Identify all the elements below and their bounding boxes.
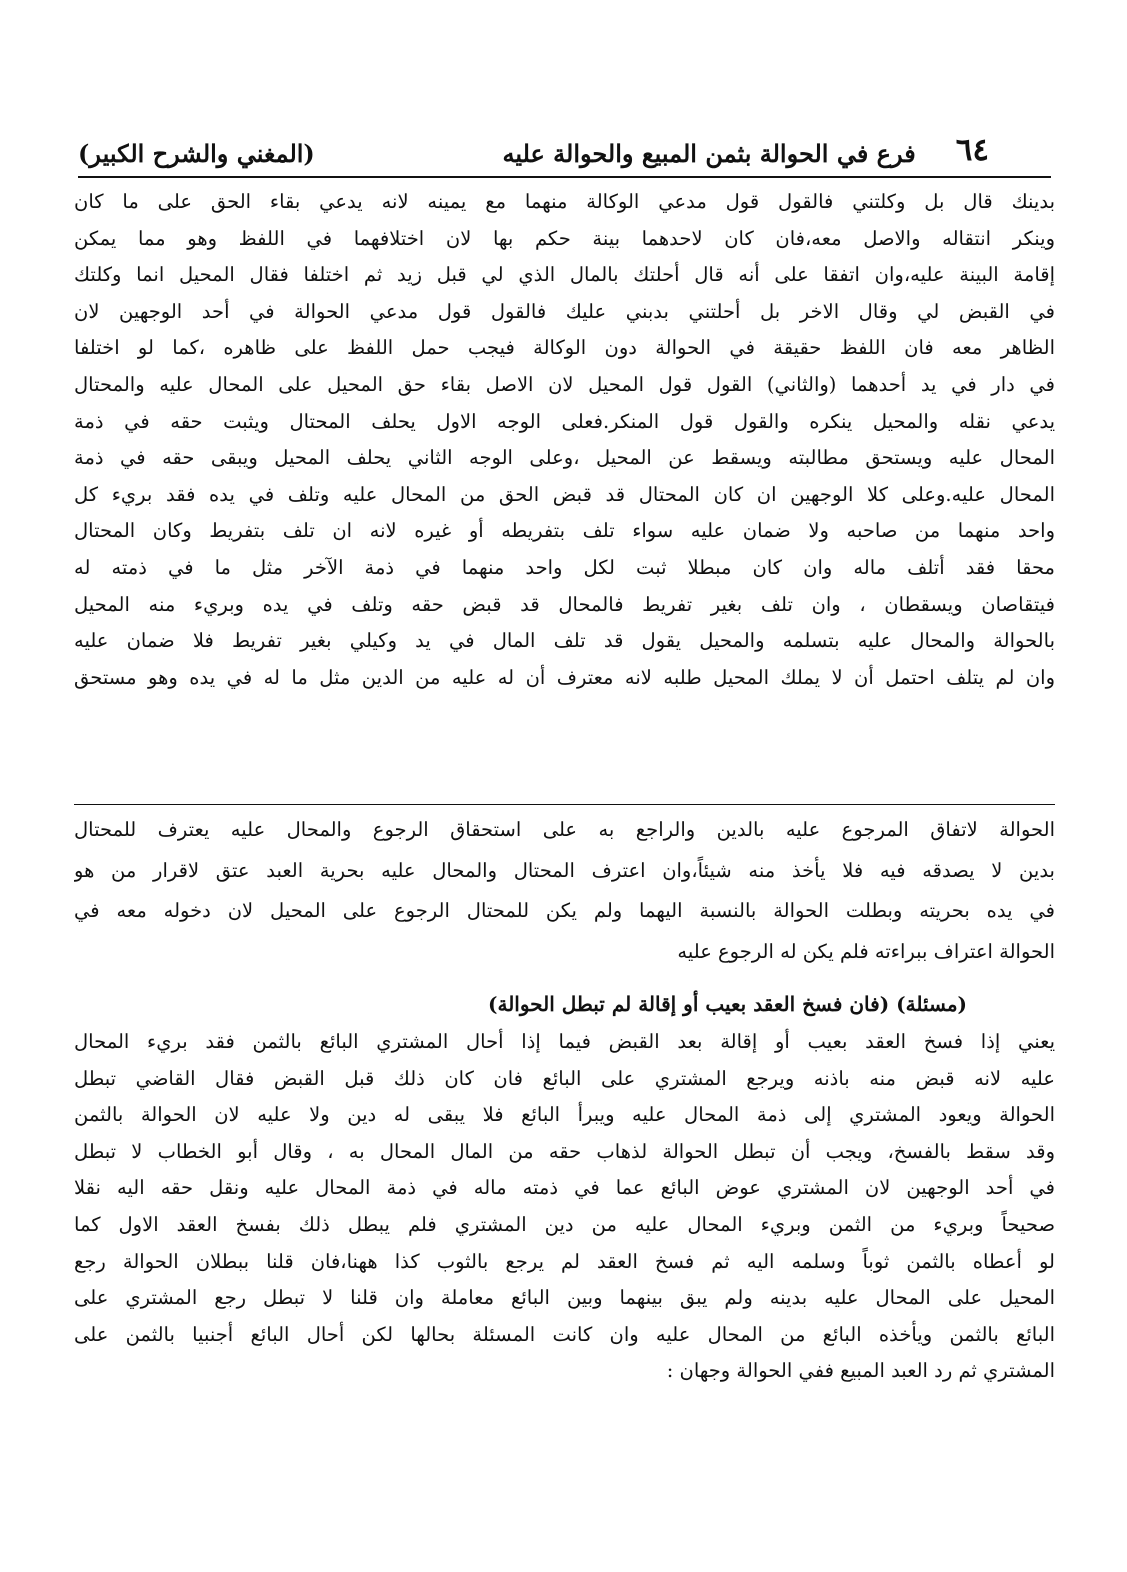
text-line: لو أعطاه بالثمن ثوباً وسلمه اليه ثم فسخ العقد لم يرجع بالثوب كذا ههنا،فان قلنا ببطلان الحوالة رجع [74,1249,1055,1273]
text-line: في يده بحريته وبطلت الحوالة بالنسبة اليهما ولم يكن للمحتال الرجوع على المحيل لان دخوله معه في [74,899,1055,922]
running-header [78,128,1051,168]
text-line: بالحوالة والمحال عليه بتسلمه والمحيل يقول قد تلف المال في يد وكيلي بغير تفريط فلا ضمان عليه [74,629,1055,653]
text-line: وقد سقط بالفسخ، ويجب أن تبطل الحوالة لذهاب حقه من المال المحال به ، وقال أبو الخطاب لا تبطل [74,1139,1055,1163]
text-line: البائع بالثمن ويأخذه البائع من المحال عليه وان كانت المسئلة بحالها لكن أحال البائع أجنبيا بالثمن على [74,1322,1055,1346]
text-line: محقا فقد أتلف ماله وان كان مبطلا ثبت لكل واحد منهما في ذمة الآخر مثل ما في ذمته له [74,555,1055,579]
page-number: ٦٤ [955,132,989,168]
section-title: فرع في الحوالة بثمن المبيع والحوالة عليه [502,139,916,168]
section-separator [74,804,1055,805]
sharh-text [74,1024,1055,1390]
text-line: صحيحاً وبريء من الثمن وبريء المحال عليه من دين المشتري فلم يبطل ذلك بفسخ العقد الاول كما [74,1212,1055,1236]
main-text [74,184,1055,696]
book-title: (المغني والشرح الكبير) [78,139,315,168]
text-line: في القبض لي وقال الاخر بل أحلتني بدبني عليك فالقول قول مدعي الحوالة في أحد الوجهين لان [74,299,1055,323]
text-line: واحد منهما من صاحبه ولا ضمان عليه سواء تلف بتفريطه أو غيره لانه ان تلف بتفريط وكان المحتال [74,519,1055,543]
commentary-text [74,810,1055,972]
text-line: إقامة البينة عليه،وان اتفقا على أنه قال أحلتك بالمال الذي لي قبل زيد ثم اختلفا فقال المحيل انما وكلتك [74,263,1055,287]
text-line: عليه لانه قبض منه باذنه ويرجع المشتري على البائع فان كان ذلك قبل القبض فقال القاضي تبطل [74,1066,1055,1090]
text-line: بدينك قال بل وكلتني فالقول قول مدعي الوكالة منهما مع يمينه لانه يدعي بقاء الحق على ما كان [74,190,1055,213]
text-line: في أحد الوجهين لان المشتري عوض البائع عما في ذمته ماله في ذمة المحال عليه ونقل حقه اليه نقلا [74,1176,1055,1200]
text-line: فيتقاصان ويسقطان ، وان تلف بغير تفريط فالمحال قد قبض حقه وتلف في يده وبريء منه المحيل [74,592,1055,616]
text-line: وينكر انتقاله والاصل معه،فان كان لاحدهما بينة حكم بها لان اختلافهما في اللفظ وهو مما يمكن [74,226,1055,250]
text-line: المحيل على المحال عليه بدينه ولم يبق بينهما وبين البائع معاملة وان قلنا لا تبطل رجع المشتري على [74,1286,1055,1310]
text-line: يدعي نقله والمحيل ينكره والقول قول المنكر.فعلى الوجه الاول يحلف المحتال ويثبت حقه في ذمة [74,409,1055,433]
text-line: الحوالة ويعود المشتري إلى ذمة المحال عليه ويبرأ البائع فلا يبقى له دين ولا عليه لان الحوالة بالثمن [74,1103,1055,1127]
text-line: الظاهر معه فان اللفظ حقيقة في الحوالة دون الوكالة فيجب حمل اللفظ على ظاهره ،كما لو اختلفا [74,336,1055,360]
text-line: المشتري ثم رد العبد المبيع ففي الحوالة وجهان : [666,1359,1055,1383]
text-line: المحال عليه ويستحق مطالبته ويسقط عن المحيل ،وعلى الوجه الثاني يحلف المحيل ويبقى حقه في ذمة [74,446,1055,470]
text-line: يعني إذا فسخ العقد بعيب أو إقالة بعد القبض فيما إذا أحال المشتري البائع بالثمن فقد بريء المحال [74,1030,1055,1053]
text-line: المحال عليه.وعلى كلا الوجهين ان كان المحتال قد قبض الحق من المحال عليه وتلف في يده فقد بريء كل [74,482,1055,506]
masala-heading: (مسئلة) (فان فسخ العقد بعيب أو إقالة لم تبطل الحوالة) [488,992,967,1016]
text-line: الحوالة لاتفاق المرجوع عليه بالدين والراجع به على استحقاق الرجوع والمحال عليه يعترف للمحتال [74,818,1055,841]
header-rule [78,176,1051,178]
text-line: في دار في يد أحدهما (والثاني) القول قول المحيل لان الاصل بقاء حق المحيل على المحال عليه والمحتال [74,372,1055,396]
text-line: الحوالة اعتراف ببراءته فلم يكن له الرجوع عليه [677,939,1055,963]
text-line: وان لم يتلف احتمل أن لا يملك المحيل طلبه لانه معترف أن له عليه من الدين مثل ما له في يده وهو مستحق [74,665,1055,689]
text-line: بدين لا يصدقه فيه فلا يأخذ منه شيئاً،وان اعترف المحتال والمحال عليه بحرية العبد عتق لاقرار من هو [74,858,1055,882]
